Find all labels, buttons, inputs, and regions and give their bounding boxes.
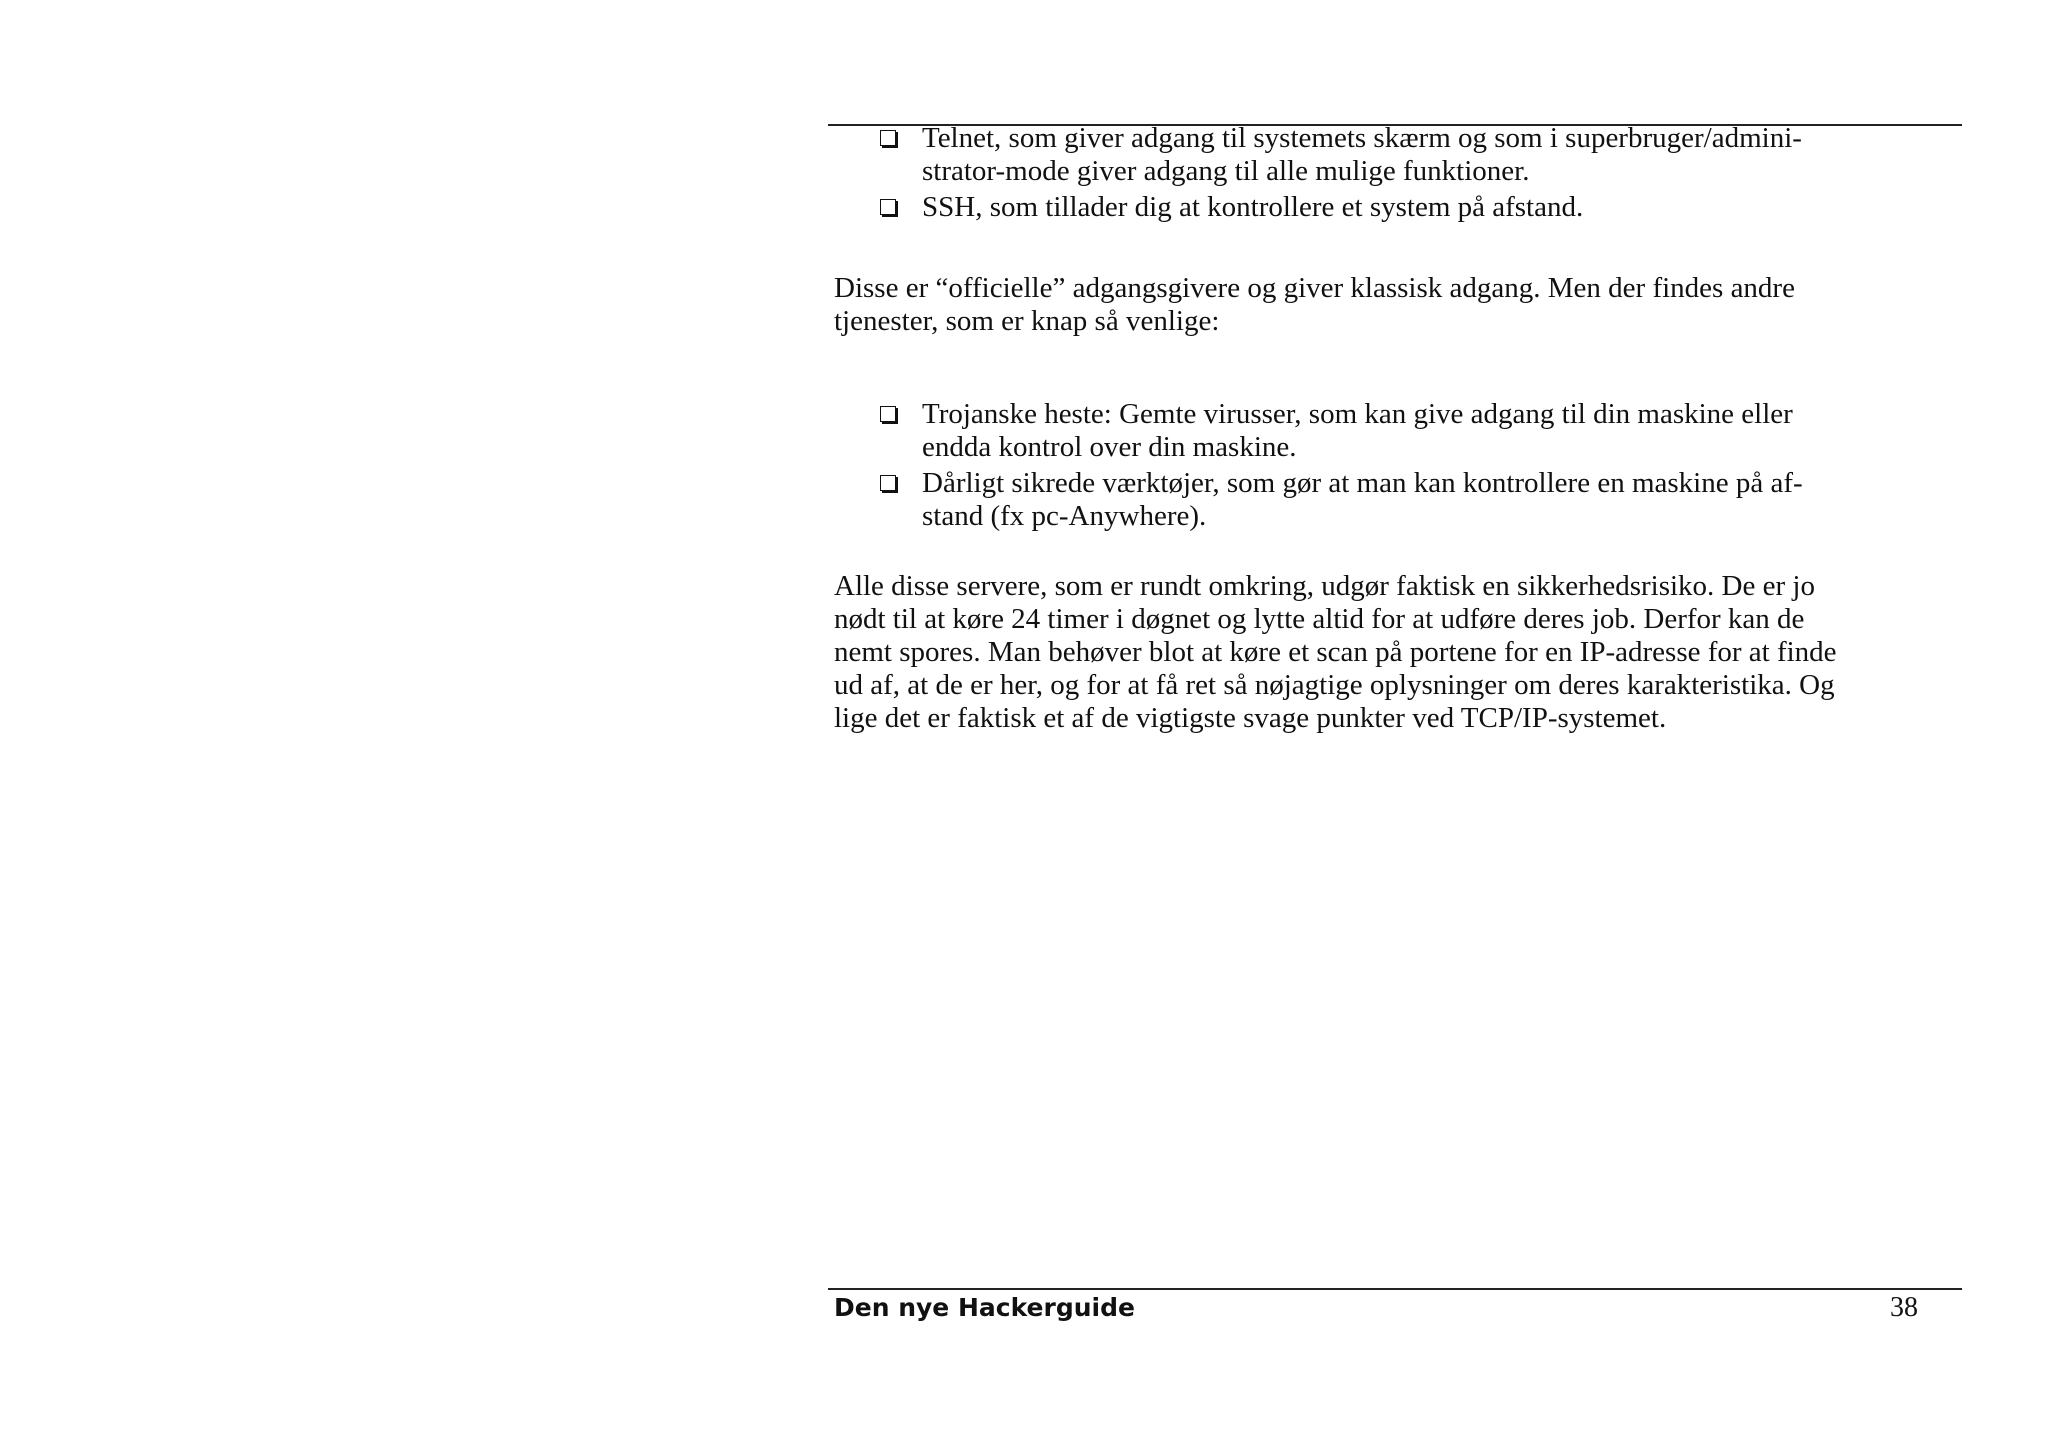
checkbox-bullet-icon xyxy=(880,475,896,491)
checkbox-bullet-icon xyxy=(880,199,896,215)
paragraph-line: Alle disse servere, som er rundt omkring, udgør faktisk en sikkerhedsrisiko. De er jo xyxy=(834,570,1815,602)
list-item xyxy=(878,398,1958,464)
page-number: 38 xyxy=(1890,1292,1918,1323)
paragraph-line: tjenester, som er knap så venlige: xyxy=(834,305,1220,337)
footer-rule xyxy=(828,1288,1962,1290)
list-item xyxy=(878,122,1958,188)
footer-book-title: Den nye Hackerguide xyxy=(834,1293,1135,1322)
paragraph-security-risk xyxy=(834,570,1960,735)
page-column xyxy=(828,0,1962,1448)
list-item-line: Trojanske heste: Gemte virusser, som kan give adgang til din maskine eller xyxy=(922,398,1793,430)
list-item-line: endda kontrol over din maskine. xyxy=(922,431,1297,463)
paragraph-official-access xyxy=(834,272,1960,338)
paragraph-line: nødt til at køre 24 timer i døgnet og lytte altid for at udføre deres job. Derfor kan de xyxy=(834,603,1805,635)
list-item-line: Dårligt sikrede værktøjer, som gør at man kan kontrollere en maskine på af- xyxy=(922,467,1803,499)
list-item-line: stand (fx pc-Anywhere). xyxy=(922,500,1207,532)
list-item-line: Telnet, som giver adgang til systemets skærm og som i superbruger/admini- xyxy=(922,122,1802,154)
bullet-list-unfriendly-services xyxy=(878,398,1958,536)
checkbox-bullet-icon xyxy=(880,406,896,422)
checkbox-bullet-icon xyxy=(880,130,896,146)
paragraph-line: lige det er faktisk et af de vigtigste svage punkter ved TCP/IP-systemet. xyxy=(834,702,1667,734)
paragraph-line: ud af, at de er her, og for at få ret så nøjagtige oplysninger om deres karakteristika. Og xyxy=(834,669,1835,701)
list-item xyxy=(878,467,1958,533)
list-item-line: strator-mode giver adgang til alle mulige funktioner. xyxy=(922,155,1530,187)
paragraph-line: Disse er “officielle” adgangsgivere og giver klassisk adgang. Men der findes andre xyxy=(834,272,1795,304)
paragraph-line: nemt spores. Man behøver blot at køre et scan på portene for en IP-adresse for at finde xyxy=(834,636,1837,668)
bullet-list-access-services xyxy=(878,122,1958,227)
list-item xyxy=(878,191,1958,224)
list-item-line: SSH, som tillader dig at kontrollere et system på afstand. xyxy=(922,191,1584,223)
